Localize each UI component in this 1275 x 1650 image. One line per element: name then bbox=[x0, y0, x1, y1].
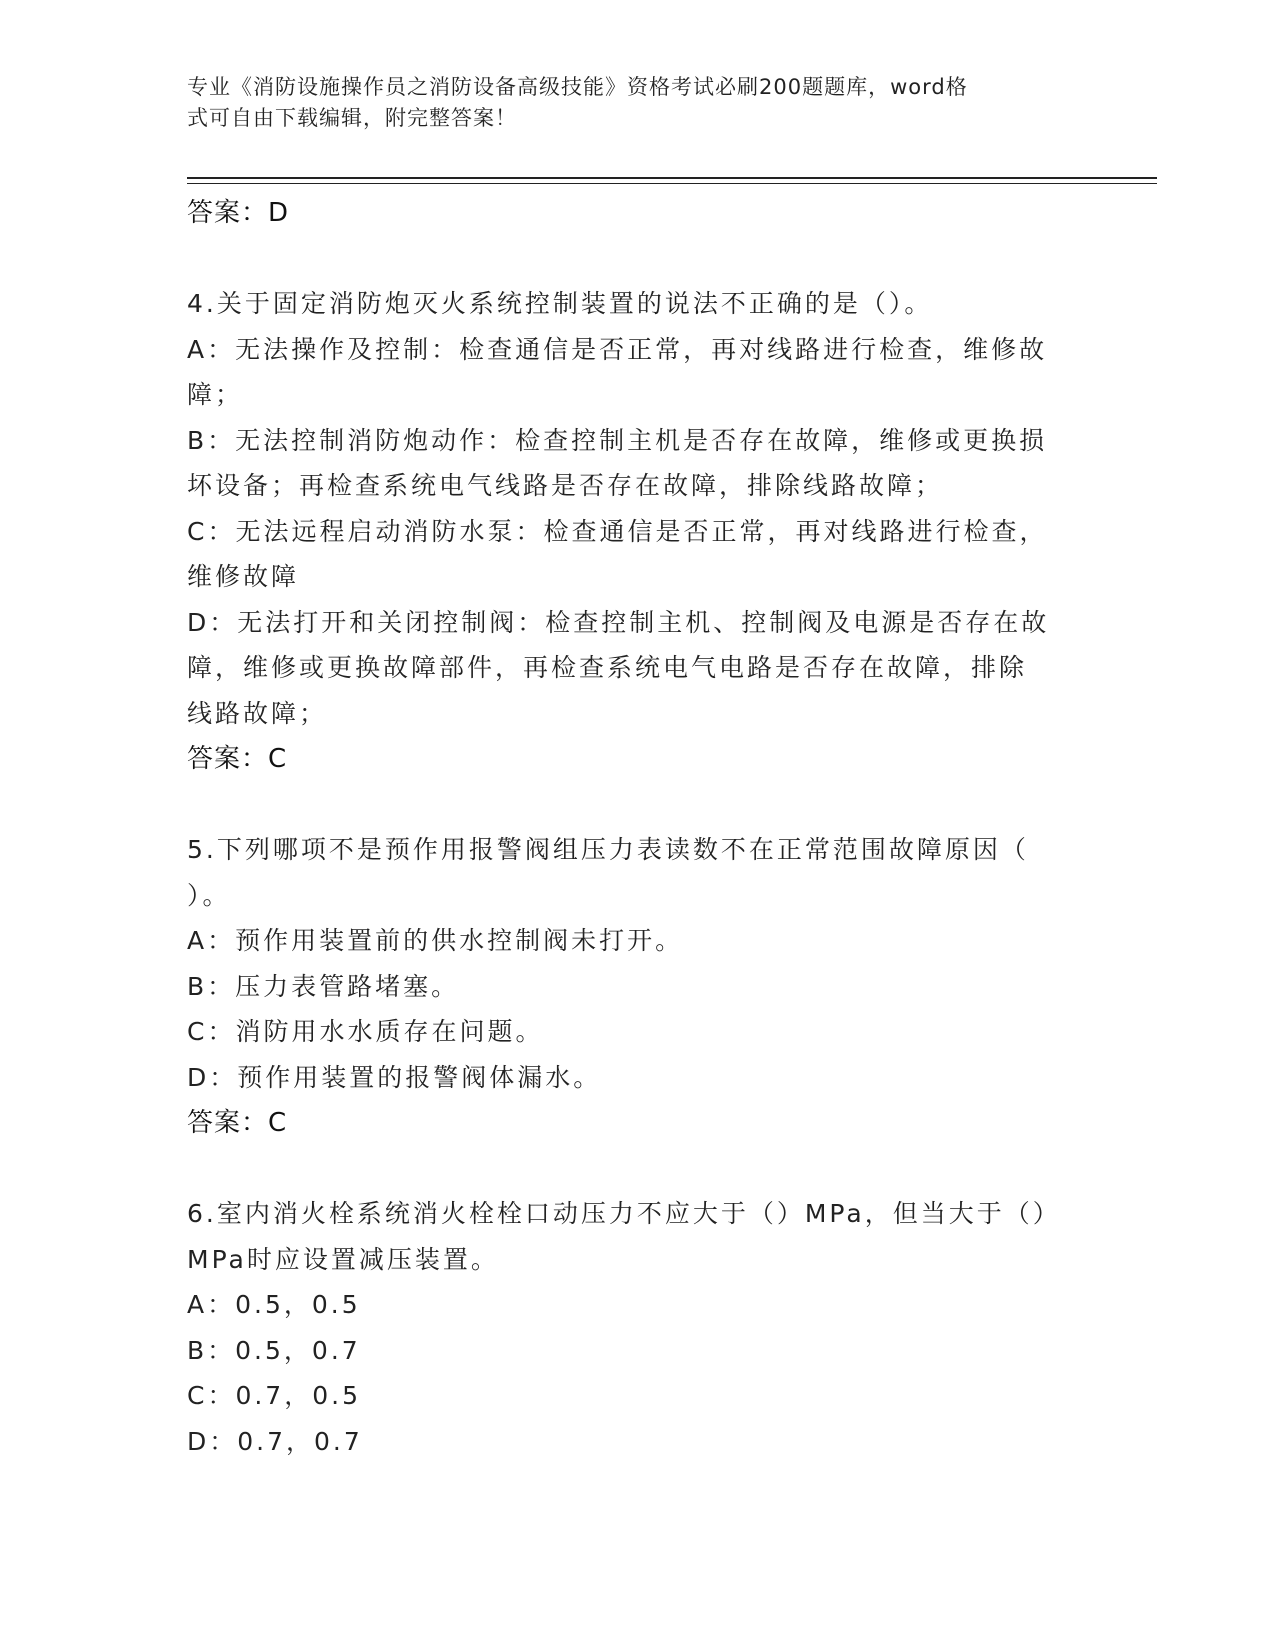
question-5-answer: 答案：C bbox=[187, 1108, 288, 1138]
document-body bbox=[187, 190, 1087, 1464]
question-5 bbox=[187, 827, 1087, 1146]
question-5-stem-cont: ）。 bbox=[187, 880, 231, 910]
question-4-answer: 答案：C bbox=[187, 744, 288, 774]
question-5-option-d: D：预作用装置的报警阀体漏水。 bbox=[187, 1062, 602, 1092]
question-5-option-c: C：消防用水水质存在问题。 bbox=[187, 1017, 544, 1046]
question-4 bbox=[187, 281, 1087, 782]
header-divider-thick bbox=[187, 177, 1157, 179]
previous-answer: 答案：D bbox=[187, 198, 290, 228]
question-5-option-b: B：压力表管路堵塞。 bbox=[187, 971, 460, 1001]
question-4-option-a-cont: 障； bbox=[187, 380, 244, 409]
document-header bbox=[187, 72, 1087, 134]
question-6-option-b: B：0.5，0.7 bbox=[187, 1335, 361, 1365]
spacer bbox=[187, 1146, 1087, 1191]
question-6-option-d: D：0.7，0.7 bbox=[187, 1426, 363, 1456]
spacer bbox=[187, 782, 1087, 827]
spacer bbox=[187, 236, 1087, 281]
question-6-option-a: A：0.5，0.5 bbox=[187, 1290, 361, 1319]
question-4-option-c-cont: 维修故障 bbox=[187, 562, 300, 591]
question-5-option-a: A：预作用装置前的供水控制阀未打开。 bbox=[187, 926, 684, 955]
question-4-option-b-cont: 坏设备；再检查系统电气线路是否存在故障，排除线路故障； bbox=[187, 471, 944, 500]
question-4-option-b: B：无法控制消防炮动作：检查控制主机是否存在故障，维修或更换损 bbox=[187, 425, 1048, 455]
question-4-option-d-cont-2: 线路故障； bbox=[187, 698, 328, 728]
question-6-stem: 6.室内消火栓系统消火栓栓口动压力不应大于（）MPa，但当大于（） bbox=[187, 1199, 1061, 1228]
question-4-option-c: C：无法远程启动消防水泵：检查通信是否正常，再对线路进行检查， bbox=[187, 516, 1048, 546]
question-4-option-d: D：无法打开和关闭控制阀：检查控制主机、控制阀及电源是否存在故 bbox=[187, 607, 1050, 637]
header-line-2: 式可自由下载编辑，附完整答案！ bbox=[187, 106, 517, 130]
question-4-stem: 4.关于固定消防炮灭火系统控制装置的说法不正确的是（）。 bbox=[187, 289, 933, 318]
question-6-option-c: C：0.7，0.5 bbox=[187, 1381, 361, 1410]
question-6 bbox=[187, 1191, 1087, 1464]
question-4-option-d-cont: 障，维修或更换故障部件，再检查系统电气电路是否存在故障，排除 bbox=[187, 653, 1028, 682]
question-4-option-a: A：无法操作及控制：检查通信是否正常，再对线路进行检查，维修故 bbox=[187, 334, 1048, 364]
header-line-1: 专业《消防设施操作员之消防设备高级技能》资格考试必刷200题题库，word格 bbox=[187, 75, 968, 99]
header-divider-thin bbox=[187, 183, 1157, 184]
question-6-stem-cont: MPa时应设置减压装置。 bbox=[187, 1244, 499, 1274]
question-5-stem: 5.下列哪项不是预作用报警阀组压力表读数不在正常范围故障原因（ bbox=[187, 835, 1029, 864]
